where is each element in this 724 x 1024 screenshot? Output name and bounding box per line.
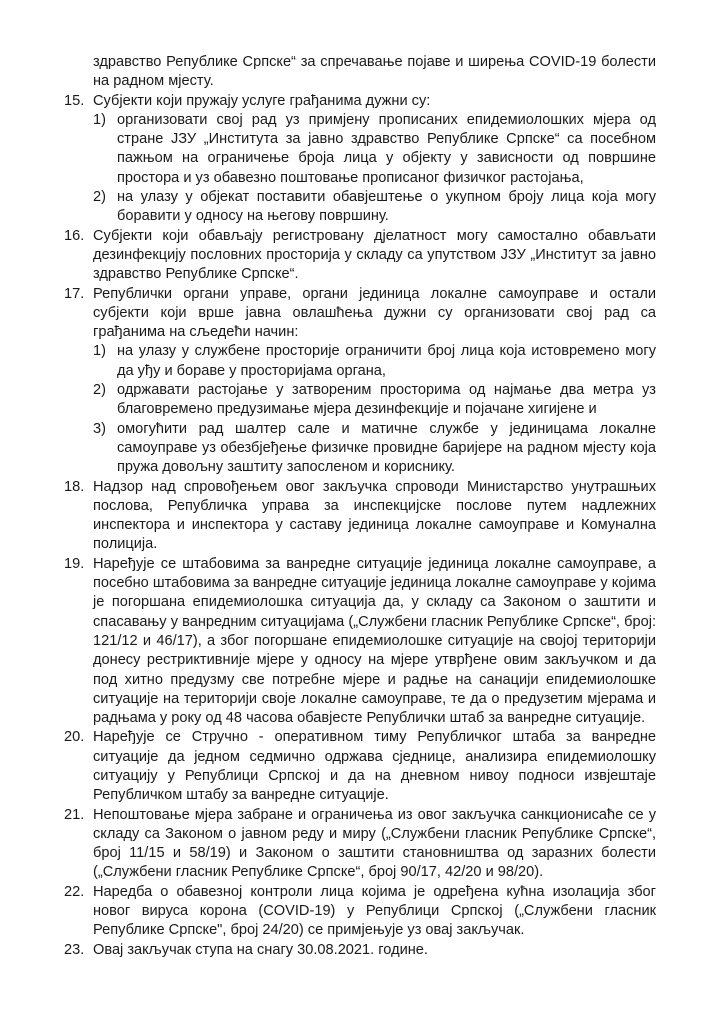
item-text: Наређује се штабовима за ванредне ситуације јединица локалне самоуправе, а посебно штабовима за ванредне ситуације јединица локалне самоуправе у којима је погоршана епидемиолошка ситуација да, у складу са Законом о заштити и спасавању у ванредним ситуацијама („Службени гласник Републике Српске“, број: 121/12 и 46/17), а због погоршане епидемиолошке ситуације на својој територији донесу рестриктивније мјере у односу на мјере утврђене овим закључком и да под хитно предузму све потребне мјере и радње на санацији епидемиолошке ситуације на територији своје локалне самоуправе, те да о предузетим мјерама и радњама у року од 48 часова обавјесте Републички штаб за ванредне ситуације. [93, 555, 656, 727]
subitem-number: 2) [93, 382, 106, 399]
list-item-18 [64, 478, 656, 555]
subitem [93, 381, 656, 420]
item-text: Субјекти који обављају регистровану дјелатност могу самостално обављати дезинфекцију пословних просторија у складу са упутством ЈЗУ „Институт за јавно здравство Републике Српске“. [93, 227, 656, 283]
list-item-15 [64, 92, 656, 111]
subitem-number: 3) [93, 420, 106, 437]
subitem-text: на улазу у службене просторије ограничити број лица која истовремено могу да уђу и бораве у просторијама органа, [117, 343, 656, 379]
subitem-text: организовати свој рад уз примјену прописаних епидемиолошких мјера од стране ЈЗУ „Института за јавно здравство Републике Српске“ са посебном пажњом на ограничење броја лица у објекту у зависности од површине простора и уз обавезно поштовање прописаног физичког растојања, [117, 111, 656, 186]
subitem-number: 2) [93, 189, 106, 206]
document-body [64, 53, 656, 960]
item-text: Надзор над спровођењем овог закључка спроводи Министарство унутрашњих послова, Републичка управа за инспекцијске послове путем надлежних инспектора и инспектора у саставу јединица локалне самоуправе и Комунална полиција. [93, 478, 656, 553]
list-item-19 [64, 555, 656, 729]
list-item-17 [64, 285, 656, 343]
sublist-17 [64, 342, 656, 477]
item-number: 20. [64, 729, 85, 746]
subitem-text: одржавати растојање у затвореним просторима од најмање два метра уз благовремено предузимање мјера дезинфекције и појачане хигијене и [117, 382, 656, 418]
item-text: Републички органи управе, органи јединица локалне самоуправе и остали субјекти који врше јавна овлашћења дужни су организовати свој рад са грађанима на сљедећи начин: [93, 285, 656, 341]
subitem-text: омогућити рад шалтер сале и матичне службе у јединицама локалне самоуправе уз обезбјеђење физичке провидне баријере на радном мјесту која пружа довољну заштиту запосленом и кориснику. [117, 420, 656, 476]
item-number: 18. [64, 478, 85, 495]
subitem-number: 1) [93, 343, 106, 360]
item-number: 22. [64, 883, 85, 900]
item-text: Наредба о обавезној контроли лица којима је одређена кућна изолација због новог вируса корона (COVID-19) у Републици Српској („Службени гласник Републике Српске", број 24/20) се примјењује уз овај закључак. [93, 883, 656, 939]
item-number: 17. [64, 285, 85, 302]
item-number: 19. [64, 555, 85, 572]
list-item-21 [64, 806, 656, 883]
item-number: 21. [64, 806, 85, 823]
list-item-23 [64, 941, 656, 960]
item-text: Субјекти који пружају услуге грађанима дужни су: [93, 92, 431, 109]
subitem-text: на улазу у објекат поставити обавјештење о укупном броју лица која могу боравити у односу на његову површину. [117, 189, 656, 225]
subitem [93, 111, 656, 188]
subitem [93, 188, 656, 227]
continuation-paragraph: здравство Републике Српске“ за спречавање појаве и ширења COVID-19 болести на радном мјесту. [93, 54, 656, 90]
list-item-22 [64, 883, 656, 941]
item-text: Непоштовање мјера забране и ограничења из овог закључка санкционисаће се у складу са Законом о јавном реду и миру („Службени гласник Републике Српске“, број 11/15 и 58/19) и Законом о заштити становништва од заразних болести („Службени гласник Републике Српске“, број 90/17, 42/20 и 98/20). [93, 806, 656, 881]
list-item-20 [64, 728, 656, 805]
item-number: 16. [64, 227, 85, 244]
item-number: 15. [64, 92, 85, 109]
subitem [93, 342, 656, 381]
item-text: Овај закључак ступа на снагу 30.08.2021. године. [93, 941, 428, 958]
subitem [93, 420, 656, 478]
subitem-number: 1) [93, 111, 106, 128]
list-item-16 [64, 227, 656, 285]
item-number: 23. [64, 941, 85, 958]
sublist-15 [64, 111, 656, 227]
item-text: Наређује се Стручно - оперативном тиму Републичког штаба за ванредне ситуације да једном седмично одржава сједнице, анализира епидемиолошку ситуацију у Републици Српској и да на дневном нивоу подноси извјештаје Републичком штабу за ванредне ситуације. [93, 729, 656, 804]
